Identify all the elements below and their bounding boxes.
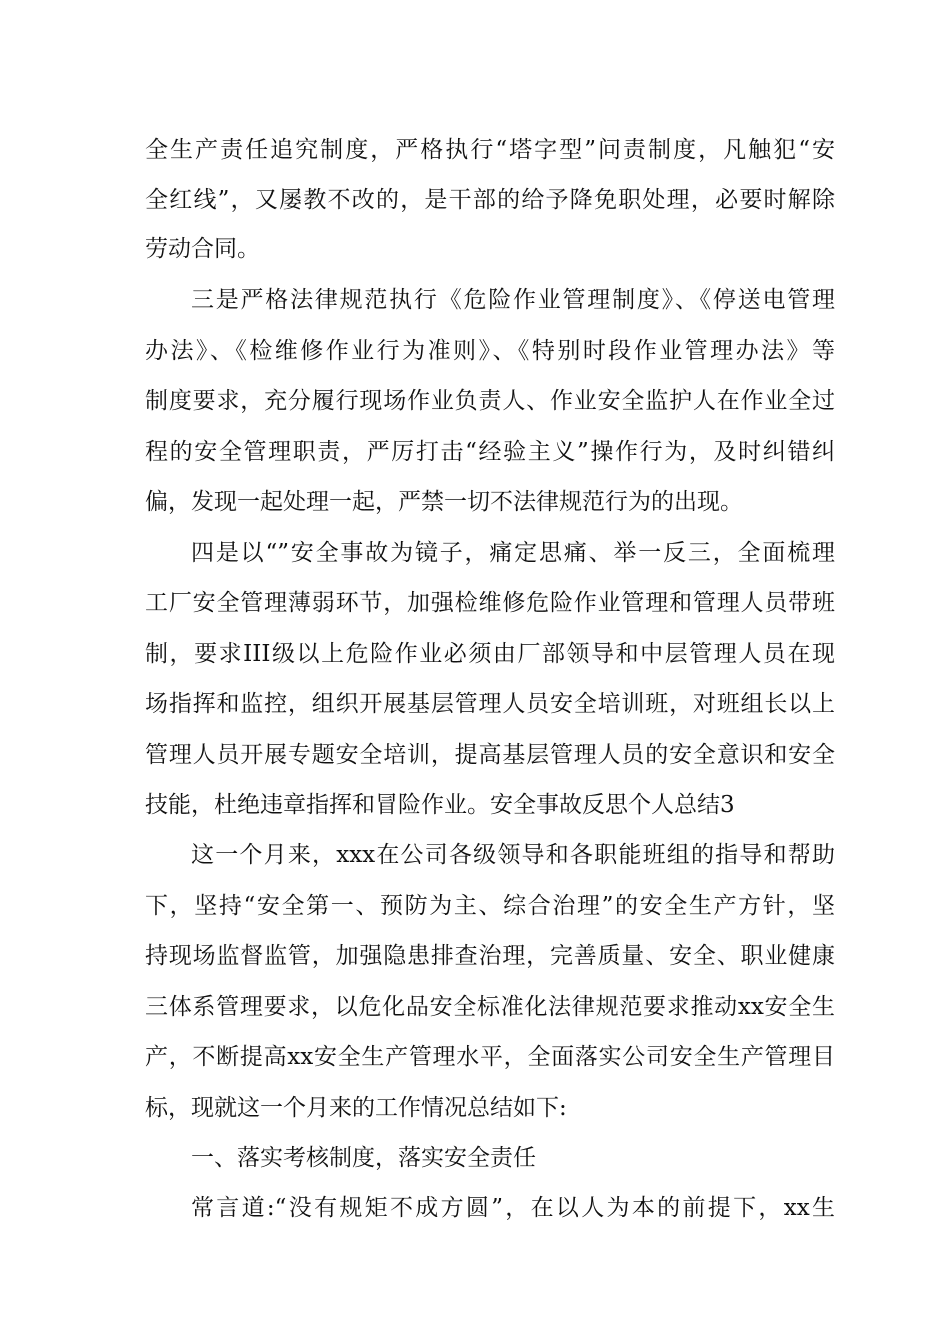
paragraph-line: 持现场监督监管，加强隐患排查治理，完善质量、安全、职业健康 (145, 943, 835, 969)
paragraph-line: 制度要求，充分履行现场作业负责人、作业安全监护人在作业全过 (145, 388, 835, 414)
paragraph-line: 办法》、《检维修作业行为准则》、《特别时段作业管理办法》等 (145, 338, 835, 364)
paragraph-line: 制，要求III级以上危险作业必须由厂部领导和中层管理人员在现 (145, 641, 835, 667)
paragraph-line: 工厂安全管理薄弱环节，加强检维修危险作业管理和管理人员带班 (145, 590, 835, 616)
paragraph-line: 程的安全管理职责，严厉打击“经验主义”操作行为，及时纠错纠 (145, 439, 835, 465)
paragraph-line: 技能，杜绝违章指挥和冒险作业。安全事故反思个人总结3 (145, 792, 735, 818)
paragraph-line: 场指挥和监控，组织开展基层管理人员安全培训班，对班组长以上 (145, 691, 835, 717)
section-heading: 一、落实考核制度，落实安全责任 (191, 1145, 536, 1171)
paragraph-line: 四是以“”安全事故为镜子，痛定思痛、举一反三，全面梳理 (191, 540, 835, 566)
paragraph-line: 全红线”，又屡教不改的，是干部的给予降免职处理，必要时解除 (145, 187, 835, 213)
paragraph-line: 三是严格法律规范执行《危险作业管理制度》、《停送电管理 (191, 287, 835, 313)
paragraph-line: 三体系管理要求，以危化品安全标准化法律规范要求推动xx安全生 (145, 994, 835, 1020)
paragraph-line: 全生产责任追究制度，严格执行“塔字型”问责制度，凡触犯“安 (145, 137, 835, 163)
paragraph-line: 产，不断提高xx安全生产管理水平，全面落实公司安全生产管理目 (145, 1044, 835, 1070)
paragraph-line: 管理人员开展专题安全培训，提高基层管理人员的安全意识和安全 (145, 742, 835, 768)
paragraph-line: 偏，发现一起处理一起，严禁一切不法律规范行为的出现。 (145, 489, 743, 515)
paragraph-line: 劳动合同。 (145, 236, 260, 262)
paragraph-line: 标，现就这一个月来的工作情况总结如下: (145, 1095, 567, 1121)
paragraph-line: 这一个月来，xxx在公司各级领导和各职能班组的指导和帮助 (191, 842, 835, 868)
paragraph-line: 下，坚持“安全第一、预防为主、综合治理”的安全生产方针，坚 (145, 893, 835, 919)
paragraph-line: 常言道:“没有规矩不成方圆”，在以人为本的前提下，xx生 (191, 1195, 835, 1221)
